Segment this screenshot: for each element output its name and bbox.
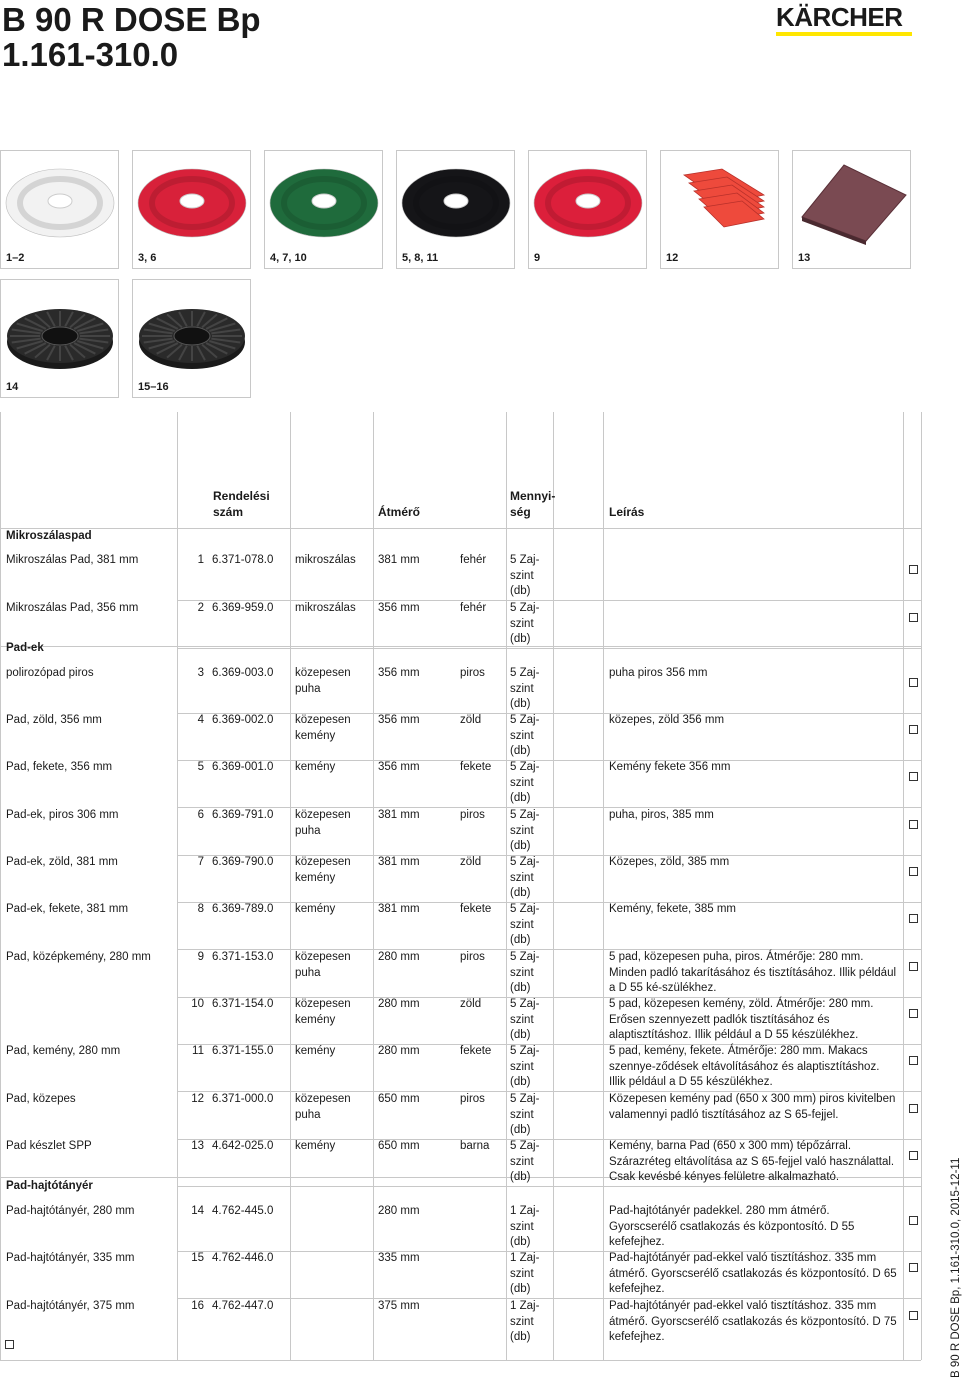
order-number: 6.369-003.0 xyxy=(212,667,274,679)
pad-color: fekete xyxy=(460,903,492,915)
item-index: 4 xyxy=(197,714,204,726)
pad-color: fehér xyxy=(460,554,487,566)
thumbnail-2 xyxy=(132,150,251,269)
quantity-unit: szint xyxy=(510,1060,534,1073)
material-type-2: puha xyxy=(295,1108,321,1121)
item-description: Pad-hajtótányér pad-ekkel való tisztításhoz. 335 mm átmérő. Gyorscserélő csatlakozás és központosító. D 75 kefefejhez. xyxy=(609,1300,897,1343)
thumbnail-8 xyxy=(0,279,119,398)
item-index: 16 xyxy=(191,1300,204,1312)
item-name: Pad-hajtótányér, 335 mm xyxy=(6,1252,135,1264)
brand-logo xyxy=(776,4,912,38)
red-pad-icon xyxy=(530,155,646,247)
item-name: Pad, középkemény, 280 mm xyxy=(6,951,151,963)
quantity-unit: szint xyxy=(510,1315,534,1328)
quantity-unit-2: (db) xyxy=(510,745,531,757)
item-description: Kemény, barna Pad (650 x 300 mm) tépőzárral. Szárazréteg eltávolítása az S 65-fejjel való használattal. Csak kevésbé kényes felületre alkalmazható. xyxy=(609,1140,895,1183)
row-rule xyxy=(177,648,921,649)
thumbnail-label: 13 xyxy=(798,252,811,264)
select-checkbox[interactable] xyxy=(909,867,918,876)
diameter-value: 335 mm xyxy=(378,1252,420,1264)
row-rule xyxy=(177,1186,921,1187)
diameter-value: 356 mm xyxy=(378,714,420,726)
diameter-value: 650 mm xyxy=(378,1140,420,1152)
item-description: 5 pad, közepesen puha, piros. Átmérője: 280 mm. Minden padló takarításához és tisztításához. Illik például a D 55 ké-szülékhez. xyxy=(609,951,897,994)
thumbnail-label: 3, 6 xyxy=(138,252,157,264)
item-index: 7 xyxy=(197,856,204,868)
item-description: Pad-hajtótányér padekkel. 280 mm átmérő. Gyorscserélő csatlakozás és központosító. D 55 kefefejhez. xyxy=(609,1205,855,1248)
order-number: 6.371-078.0 xyxy=(212,554,274,566)
quantity: 5 Zaj- xyxy=(510,903,540,915)
thumbnail-label: 12 xyxy=(666,252,679,264)
material-type: közepesen xyxy=(295,998,351,1010)
brand-logo-bar xyxy=(776,32,912,36)
pad-color: piros xyxy=(460,809,485,821)
item-index: 12 xyxy=(191,1093,204,1105)
order-number: 6.369-959.0 xyxy=(212,602,274,614)
item-description: 5 pad, kemény, fekete. Átmérője: 280 mm. Makacs szennye-ződések eltávolításához és alaptisztításhoz. Illik például a D 55 készülékhez. xyxy=(609,1045,880,1088)
quantity-unit-2: (db) xyxy=(510,1124,531,1136)
item-name: Pad, kemény, 280 mm xyxy=(6,1045,121,1057)
page-title xyxy=(2,2,261,72)
select-all-checkbox[interactable] xyxy=(5,1340,14,1349)
quantity-unit: szint xyxy=(510,1267,534,1280)
quantity: 5 Zaj- xyxy=(510,951,540,963)
item-description: puha, piros, 385 mm xyxy=(609,809,714,821)
grid-vline xyxy=(903,412,904,1360)
quantity-unit-2: (db) xyxy=(510,1029,531,1041)
green-pad-icon xyxy=(266,155,382,247)
material-type: kemény xyxy=(295,761,336,773)
quantity: 5 Zaj- xyxy=(510,667,540,679)
item-name: Pad, fekete, 356 mm xyxy=(6,761,113,773)
select-checkbox[interactable] xyxy=(909,1263,918,1272)
quantity: 1 Zaj- xyxy=(510,1300,540,1312)
bottom-rule xyxy=(0,1360,921,1361)
quantity-unit: szint xyxy=(510,966,534,979)
material-type-2: kemény xyxy=(295,729,336,742)
thumbnail-7 xyxy=(792,150,911,269)
select-checkbox[interactable] xyxy=(909,820,918,829)
quantity-unit: szint xyxy=(510,1013,534,1026)
quantity-unit: szint xyxy=(510,1220,534,1233)
grid-vline xyxy=(177,412,178,1360)
header-rule xyxy=(0,528,921,529)
order-number: 6.371-155.0 xyxy=(212,1045,274,1057)
material-type: közepesen xyxy=(295,809,351,821)
thumbnail-label: 1–2 xyxy=(6,252,25,264)
grid-vline xyxy=(921,412,922,1360)
select-checkbox[interactable] xyxy=(909,725,918,734)
diameter-value: 381 mm xyxy=(378,554,420,566)
material-type: kemény xyxy=(295,903,336,915)
select-checkbox[interactable] xyxy=(909,565,918,574)
quantity-unit-2: (db) xyxy=(510,1236,531,1248)
thumbnail-label: 4, 7, 10 xyxy=(270,252,307,264)
section-rule xyxy=(0,646,921,647)
select-checkbox[interactable] xyxy=(909,1056,918,1065)
grid-vline xyxy=(0,412,1,1360)
diameter-value: 356 mm xyxy=(378,602,420,614)
quantity-unit-2: (db) xyxy=(510,633,531,645)
material-type: közepesen xyxy=(295,667,351,679)
quantity-unit-2: (db) xyxy=(510,887,531,899)
order-number: 4.642-025.0 xyxy=(212,1140,274,1152)
quantity-unit-2: (db) xyxy=(510,982,531,994)
material-type: közepesen xyxy=(295,856,351,868)
item-index: 10 xyxy=(191,998,204,1010)
thumbnail-9 xyxy=(132,279,251,398)
select-checkbox[interactable] xyxy=(909,914,918,923)
item-name: Pad készlet SPP xyxy=(6,1140,92,1152)
item-description: puha piros 356 mm xyxy=(609,667,708,679)
quantity: 5 Zaj- xyxy=(510,602,540,614)
order-number: 6.369-002.0 xyxy=(212,714,274,726)
section-heading-microfiber: Mikroszálaspad xyxy=(6,530,92,542)
diameter-value: 356 mm xyxy=(378,667,420,679)
order-number: 6.371-154.0 xyxy=(212,998,274,1010)
diameter-value: 650 mm xyxy=(378,1093,420,1105)
quantity-unit-2: (db) xyxy=(510,1171,531,1183)
item-name: Pad-hajtótányér, 375 mm xyxy=(6,1300,135,1312)
item-description: Közepes, zöld, 385 mm xyxy=(609,856,730,868)
order-number: 6.369-789.0 xyxy=(212,903,274,915)
select-checkbox[interactable] xyxy=(909,1151,918,1160)
item-description: Kemény, fekete, 385 mm xyxy=(609,903,736,915)
material-type: közepesen xyxy=(295,951,351,963)
quantity-unit-2: (db) xyxy=(510,585,531,597)
quantity-unit-2: (db) xyxy=(510,698,531,710)
item-index: 1 xyxy=(197,554,204,566)
quantity-unit-2: (db) xyxy=(510,840,531,852)
order-number: 6.371-000.0 xyxy=(212,1093,274,1105)
pad-color: zöld xyxy=(460,998,482,1010)
brand-logo-text: KÄRCHER xyxy=(776,2,903,32)
quantity-unit-2: (db) xyxy=(510,1331,531,1343)
item-name: polirozópad piros xyxy=(6,667,94,679)
section-heading-pads: Pad-ek xyxy=(6,642,44,654)
item-description: Kemény fekete 356 mm xyxy=(609,761,731,773)
item-name: Pad-ek, zöld, 381 mm xyxy=(6,856,118,868)
item-index: 15 xyxy=(191,1252,204,1264)
pad-drive-board-icon xyxy=(2,284,118,376)
material-type: közepesen xyxy=(295,1093,351,1105)
thumbnail-5 xyxy=(528,150,647,269)
header-quantity: Mennyi- xyxy=(510,489,556,503)
select-checkbox[interactable] xyxy=(909,1009,918,1018)
quantity-unit: szint xyxy=(510,682,534,695)
item-name: Pad, közepes xyxy=(6,1093,76,1105)
quantity-unit-2: (db) xyxy=(510,1076,531,1088)
order-number: 4.762-445.0 xyxy=(212,1205,274,1217)
product-table xyxy=(0,412,922,1360)
quantity-unit: szint xyxy=(510,871,534,884)
thumbnail-4 xyxy=(396,150,515,269)
product-number: 1.161-310.0 xyxy=(2,36,179,73)
quantity: 5 Zaj- xyxy=(510,809,540,821)
thumbnail-1 xyxy=(0,150,119,269)
item-index: 2 xyxy=(197,602,204,614)
item-description: közepes, zöld 356 mm xyxy=(609,714,725,726)
select-checkbox[interactable] xyxy=(909,613,918,622)
section-heading-drive-boards: Pad-hajtótányér xyxy=(6,1180,93,1192)
quantity: 5 Zaj- xyxy=(510,1045,540,1057)
quantity-unit: szint xyxy=(510,729,534,742)
diameter-value: 356 mm xyxy=(378,761,420,773)
order-number: 6.369-791.0 xyxy=(212,809,274,821)
quantity: 5 Zaj- xyxy=(510,761,540,773)
grid-vline xyxy=(553,412,554,1360)
pad-color: fekete xyxy=(460,1045,492,1057)
quantity: 5 Zaj- xyxy=(510,714,540,726)
quantity-unit-2: (db) xyxy=(510,1283,531,1295)
diameter-value: 375 mm xyxy=(378,1300,420,1312)
pad-color: piros xyxy=(460,667,485,679)
item-name: Mikroszálas Pad, 381 mm xyxy=(6,554,139,566)
material-type-2: puha xyxy=(295,682,321,695)
quantity-unit: szint xyxy=(510,918,534,931)
order-number: 4.762-447.0 xyxy=(212,1300,274,1312)
diameter-value: 280 mm xyxy=(378,951,420,963)
thumbnail-3 xyxy=(264,150,383,269)
thumbnail-label: 14 xyxy=(6,381,19,393)
order-number: 6.369-790.0 xyxy=(212,856,274,868)
order-number: 4.762-446.0 xyxy=(212,1252,274,1264)
header-order-number-2: szám xyxy=(213,505,244,519)
material-type: mikroszálas xyxy=(295,602,356,614)
select-checkbox[interactable] xyxy=(909,772,918,781)
quantity: 5 Zaj- xyxy=(510,1140,540,1152)
item-index: 5 xyxy=(197,761,204,773)
thumbnail-label: 5, 8, 11 xyxy=(402,252,439,264)
material-type-2: puha xyxy=(295,824,321,837)
material-type: kemény xyxy=(295,1045,336,1057)
order-number: 6.371-153.0 xyxy=(212,951,274,963)
black-pad-icon xyxy=(398,155,514,247)
diameter-value: 381 mm xyxy=(378,903,420,915)
header-description: Leírás xyxy=(609,505,645,519)
white-microfiber-pad-icon xyxy=(2,155,118,247)
select-checkbox[interactable] xyxy=(909,1104,918,1113)
row-rule xyxy=(177,600,921,601)
quantity-unit-2: (db) xyxy=(510,934,531,946)
item-name: Pad-hajtótányér, 280 mm xyxy=(6,1205,135,1217)
item-name: Pad-ek, fekete, 381 mm xyxy=(6,903,129,915)
material-type-2: puha xyxy=(295,966,321,979)
pad-color: zöld xyxy=(460,856,482,868)
diameter-value: 280 mm xyxy=(378,998,420,1010)
thumbnail-label: 9 xyxy=(534,252,541,264)
diameter-value: 280 mm xyxy=(378,1205,420,1217)
quantity-unit: szint xyxy=(510,617,534,630)
quantity-unit: szint xyxy=(510,776,534,789)
quantity-unit: szint xyxy=(510,824,534,837)
quantity-unit: szint xyxy=(510,1108,534,1121)
item-description: Pad-hajtótányér pad-ekkel való tisztításhoz. 335 mm átmérő. Gyorscserélő csatlakozás és központosító. D 65 kefefejhez. xyxy=(609,1252,897,1295)
grid-vline xyxy=(603,412,604,1360)
item-index: 6 xyxy=(197,809,204,821)
item-description: 5 pad, közepesen kemény, zöld. Átmérője: 280 mm. Erősen szennyezett padlók tisztításához és alaptisztításhoz. Illik például a D 55 készülékhez. xyxy=(609,998,874,1041)
pad-color: piros xyxy=(460,951,485,963)
quantity-unit-2: (db) xyxy=(510,792,531,804)
item-index: 3 xyxy=(197,667,204,679)
grid-vline xyxy=(290,412,291,1360)
diameter-value: 280 mm xyxy=(378,1045,420,1057)
item-name: Pad, zöld, 356 mm xyxy=(6,714,102,726)
quantity: 5 Zaj- xyxy=(510,1093,540,1105)
item-description: Közepesen kemény pad (650 x 300 mm) piros kivitelben valamennyi padló tisztításához az S 65-fejjel. xyxy=(609,1093,896,1121)
product-name: B 90 R DOSE Bp xyxy=(2,1,261,38)
quantity: 5 Zaj- xyxy=(510,856,540,868)
item-index: 8 xyxy=(197,903,204,915)
quantity: 1 Zaj- xyxy=(510,1252,540,1264)
select-checkbox[interactable] xyxy=(909,1216,918,1225)
item-index: 9 xyxy=(197,951,204,963)
material-type-2: kemény xyxy=(295,871,336,884)
thumbnail-6 xyxy=(660,150,779,269)
order-number: 6.369-001.0 xyxy=(212,761,274,773)
item-name: Mikroszálas Pad, 356 mm xyxy=(6,602,139,614)
pad-color: fekete xyxy=(460,761,492,773)
red-rectangular-pads-icon xyxy=(662,155,778,247)
pad-color: piros xyxy=(460,1093,485,1105)
quantity: 5 Zaj- xyxy=(510,554,540,566)
grid-vline xyxy=(506,412,507,1360)
brown-rectangular-pad-icon xyxy=(794,155,910,247)
material-type-2: kemény xyxy=(295,1013,336,1026)
diameter-value: 381 mm xyxy=(378,809,420,821)
select-checkbox[interactable] xyxy=(909,1311,918,1320)
select-checkbox[interactable] xyxy=(909,962,918,971)
pad-color: barna xyxy=(460,1140,490,1152)
grid-vline xyxy=(373,412,374,1360)
thumbnail-label: 15–16 xyxy=(138,381,169,393)
item-name: Pad-ek, piros 306 mm xyxy=(6,809,119,821)
header-quantity-2: ség xyxy=(510,505,531,519)
quantity: 1 Zaj- xyxy=(510,1205,540,1217)
diameter-value: 381 mm xyxy=(378,856,420,868)
quantity-unit: szint xyxy=(510,569,534,582)
side-footer-text: B 90 R DOSE Bp, 1.161-310.0, 2015-12-11 xyxy=(950,1157,962,1378)
quantity: 5 Zaj- xyxy=(510,998,540,1010)
material-type: közepesen xyxy=(295,714,351,726)
pad-color: zöld xyxy=(460,714,482,726)
pad-color: fehér xyxy=(460,602,487,614)
item-index: 13 xyxy=(191,1140,204,1152)
header-order-number: Rendelési xyxy=(213,489,270,503)
item-index: 14 xyxy=(191,1205,204,1217)
pad-drive-board-icon xyxy=(134,284,250,376)
red-pad-icon xyxy=(134,155,250,247)
item-index: 11 xyxy=(192,1045,204,1057)
quantity-unit: szint xyxy=(510,1155,534,1168)
header-diameter: Átmérő xyxy=(378,505,421,519)
material-type: mikroszálas xyxy=(295,554,356,566)
material-type: kemény xyxy=(295,1140,336,1152)
select-checkbox[interactable] xyxy=(909,678,918,687)
